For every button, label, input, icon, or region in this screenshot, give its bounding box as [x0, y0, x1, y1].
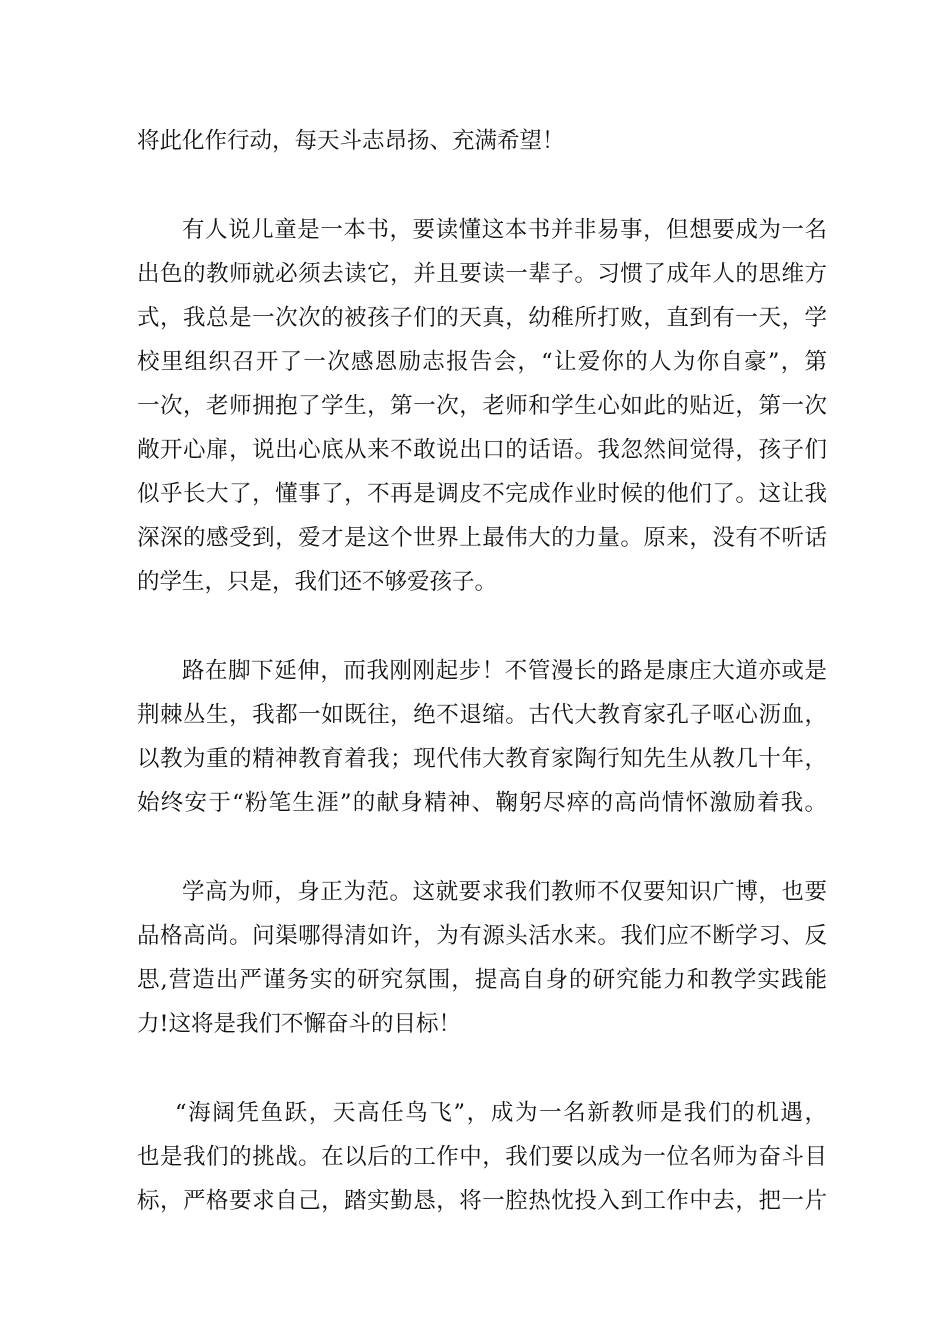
paragraph-5-line-3: 标，严格要求自己，踏实勤恳，将一腔热忱投入到工作中去，把一片	[137, 1188, 827, 1214]
paragraph-2-line-8: 深深的感受到，爱才是这个世界上最伟大的力量。原来，没有不听话	[137, 525, 827, 551]
paragraph-2-line-4: 校里组织召开了一次感恩励志报告会，“让爱你的人为你自豪”，第	[137, 349, 827, 375]
paragraph-4-line-2: 品格高尚。问渠哪得清如许，为有源头活水来。我们应不断学习、反	[137, 923, 827, 949]
paragraph-2-line-7: 似乎长大了，懂事了，不再是调皮不完成作业时候的他们了。这让我	[137, 481, 827, 507]
paragraph-3-line-4: 始终安于“粉笔生涯”的献身精神、鞠躬尽瘁的高尚情怀激励着我。	[137, 790, 827, 816]
paragraph-5-line-1: “海阔凭鱼跃，天高任鸟飞”，成为一名新教师是我们的机遇，	[175, 1100, 827, 1126]
paragraph-2-line-6: 敞开心扉，说出心底从来不敢说出口的话语。我忽然间觉得，孩子们	[137, 437, 827, 463]
paragraph-1-line-1: 将此化作行动，每天斗志昂扬、充满希望！	[137, 128, 565, 154]
paragraph-5-line-2: 也是我们的挑战。在以后的工作中，我们要以成为一位名师为奋斗目	[137, 1144, 827, 1170]
paragraph-3-line-2: 荆棘丛生，我都一如既往，绝不退缩。古代大教育家孔子呕心沥血，	[137, 702, 827, 728]
paragraph-2-line-2: 出色的教师就必须去读它，并且要读一辈子。习惯了成年人的思维方	[137, 261, 827, 287]
paragraph-4-line-4: 力!这将是我们不懈奋斗的目标！	[137, 1011, 462, 1037]
paragraph-4-line-1: 学高为师，身正为范。这就要求我们教师不仅要知识广博，也要	[182, 879, 827, 905]
paragraph-2-line-5: 一次，老师拥抱了学生，第一次，老师和学生心如此的贴近，第一次	[137, 393, 827, 419]
paragraph-2-line-3: 式，我总是一次次的被孩子们的天真，幼稚所打败，直到有一天，学	[137, 305, 827, 331]
paragraph-3-line-1: 路在脚下延伸，而我刚刚起步！不管漫长的路是康庄大道亦或是	[182, 658, 827, 684]
paragraph-3-line-3: 以教为重的精神教育着我；现代伟大教育家陶行知先生从教几十年，	[137, 746, 827, 772]
paragraph-2-line-1: 有人说儿童是一本书，要读懂这本书并非易事，但想要成为一名	[182, 217, 827, 243]
paragraph-4-line-3: 思,营造出严谨务实的研究氛围，提高自身的研究能力和教学实践能	[137, 967, 827, 993]
paragraph-2-line-9: 的学生，只是，我们还不够爱孩子。	[137, 569, 498, 595]
